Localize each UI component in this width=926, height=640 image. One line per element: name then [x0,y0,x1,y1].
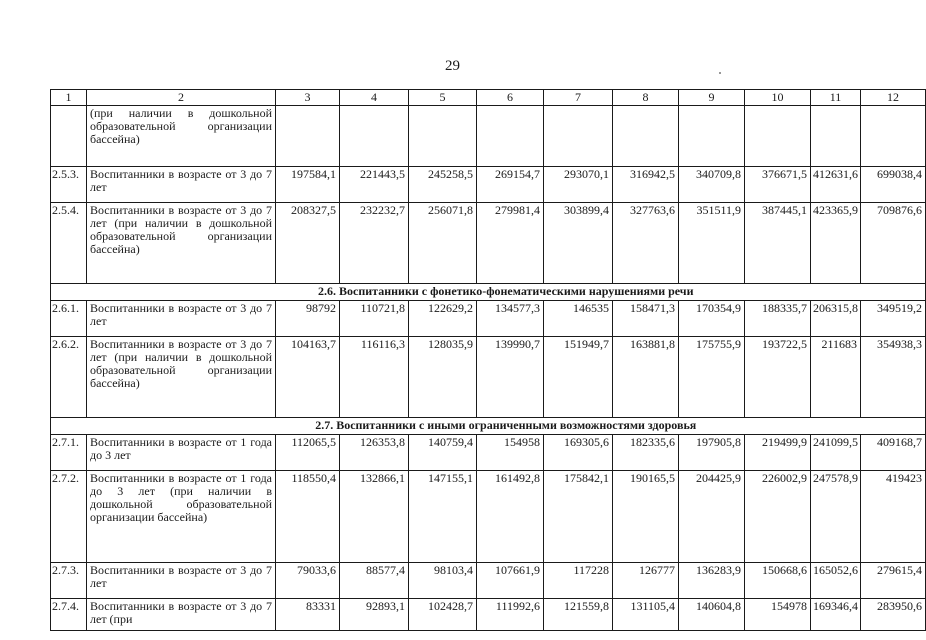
value-cell: 279615,4 [861,563,926,599]
value-cell: 111992,6 [477,599,544,631]
value-cell: 140604,8 [679,599,745,631]
value-cell: 139990,7 [477,337,544,418]
section-heading-row [51,284,926,301]
column-number-cell: 1 [51,90,87,106]
column-number-cell: 3 [276,90,340,106]
value-cell [409,106,477,167]
value-cell: 98103,4 [409,563,477,599]
value-cell: 122629,2 [409,301,477,337]
column-number-cell: 4 [340,90,409,106]
value-cell: 98792 [276,301,340,337]
value-cell: 140759,4 [409,435,477,471]
value-cell: 151949,7 [544,337,613,418]
section-heading-row [51,418,926,435]
value-cell: 409168,7 [861,435,926,471]
column-number-cell: 8 [613,90,679,106]
value-cell: 211683 [811,337,861,418]
value-cell: 340709,8 [679,167,745,203]
value-cell [613,106,679,167]
column-number-cell: 10 [745,90,811,106]
column-number-cell: 6 [477,90,544,106]
value-cell: 110721,8 [340,301,409,337]
row-description-cell: Воспитанники в возрасте от 3 до 7 лет (при наличии в дошкольной образовательной организации бассейна) [87,203,276,284]
value-cell: 232232,7 [340,203,409,284]
value-cell: 219499,9 [745,435,811,471]
row-number-cell: 2.6.2. [51,337,87,418]
value-cell: 351511,9 [679,203,745,284]
table-row [51,301,926,337]
value-cell: 206315,8 [811,301,861,337]
value-cell [477,106,544,167]
value-cell: 134577,3 [477,301,544,337]
table-body [51,90,926,631]
table-row [51,337,926,418]
row-number-cell: 2.6.1. [51,301,87,337]
value-cell: 293070,1 [544,167,613,203]
value-cell: 245258,5 [409,167,477,203]
table-row [51,106,926,167]
table-row [51,203,926,284]
value-cell: 126777 [613,563,679,599]
value-cell: 208327,5 [276,203,340,284]
value-cell [276,106,340,167]
tariff-table [50,89,926,631]
column-number-row [51,90,926,106]
value-cell: 121559,8 [544,599,613,631]
value-cell: 221443,5 [340,167,409,203]
value-cell [340,106,409,167]
value-cell: 247578,9 [811,471,861,563]
row-description-cell: Воспитанники в возрасте от 3 до 7 лет [87,167,276,203]
value-cell: 88577,4 [340,563,409,599]
value-cell: 169346,4 [811,599,861,631]
value-cell: 354938,3 [861,337,926,418]
section-heading-spacer [51,284,87,301]
value-cell: 376671,5 [745,167,811,203]
value-cell: 204425,9 [679,471,745,563]
value-cell [861,106,926,167]
value-cell: 419423 [861,471,926,563]
page-number: 29 [445,58,460,74]
value-cell: 283950,6 [861,599,926,631]
row-description-cell: Воспитанники в возрасте от 1 года до 3 лет (при наличии в дошкольной образовательной организации бассейна) [87,471,276,563]
row-number-cell: 2.7.1. [51,435,87,471]
column-number-cell: 7 [544,90,613,106]
value-cell: 147155,1 [409,471,477,563]
value-cell: 131105,4 [613,599,679,631]
value-cell: 387445,1 [745,203,811,284]
value-cell [679,106,745,167]
column-number-cell: 11 [811,90,861,106]
value-cell: 83331 [276,599,340,631]
section-heading: 2.7. Воспитанники с иными ограниченными возможностями здоровья [87,418,926,435]
row-number-cell: 2.7.2. [51,471,87,563]
value-cell: 197584,1 [276,167,340,203]
table-row [51,435,926,471]
value-cell: 150668,6 [745,563,811,599]
value-cell: 118550,4 [276,471,340,563]
value-cell: 136283,9 [679,563,745,599]
value-cell: 193722,5 [745,337,811,418]
row-number-cell: 2.5.4. [51,203,87,284]
value-cell: 169305,6 [544,435,613,471]
value-cell: 327763,6 [613,203,679,284]
section-heading-spacer [51,418,87,435]
section-heading: 2.6. Воспитанники с фонетико-фонематическими нарушениями речи [87,284,926,301]
value-cell: 256071,8 [409,203,477,284]
scan-speck [719,72,721,74]
row-description-cell: Воспитанники в возрасте от 3 до 7 лет [87,563,276,599]
value-cell: 269154,7 [477,167,544,203]
row-number-cell: 2.7.3. [51,563,87,599]
value-cell: 116116,3 [340,337,409,418]
row-description-cell: Воспитанники в возрасте от 3 до 7 лет (при [87,599,276,631]
column-number-cell: 9 [679,90,745,106]
value-cell: 132866,1 [340,471,409,563]
value-cell: 126353,8 [340,435,409,471]
value-cell: 303899,4 [544,203,613,284]
value-cell: 102428,7 [409,599,477,631]
value-cell: 316942,5 [613,167,679,203]
value-cell: 188335,7 [745,301,811,337]
value-cell: 190165,5 [613,471,679,563]
table-row [51,599,926,631]
row-description-cell: (при наличии в дошкольной образовательной организации бассейна) [87,106,276,167]
value-cell: 412631,6 [811,167,861,203]
value-cell: 161492,8 [477,471,544,563]
column-number-cell: 12 [861,90,926,106]
value-cell: 709876,6 [861,203,926,284]
tariff-table-container [50,89,926,631]
value-cell: 175842,1 [544,471,613,563]
value-cell: 182335,6 [613,435,679,471]
table-row [51,563,926,599]
table-row [51,471,926,563]
value-cell: 170354,9 [679,301,745,337]
row-number-cell: 2.5.3. [51,167,87,203]
row-number-cell: 2.7.4. [51,599,87,631]
value-cell: 197905,8 [679,435,745,471]
value-cell: 117228 [544,563,613,599]
row-number-cell [51,106,87,167]
value-cell [544,106,613,167]
value-cell: 699038,4 [861,167,926,203]
value-cell: 349519,2 [861,301,926,337]
value-cell [745,106,811,167]
value-cell: 112065,5 [276,435,340,471]
value-cell: 128035,9 [409,337,477,418]
column-number-cell: 2 [87,90,276,106]
row-description-cell: Воспитанники в возрасте от 3 до 7 лет [87,301,276,337]
value-cell: 423365,9 [811,203,861,284]
value-cell [811,106,861,167]
column-number-cell: 5 [409,90,477,106]
value-cell: 79033,6 [276,563,340,599]
value-cell: 154978 [745,599,811,631]
value-cell: 92893,1 [340,599,409,631]
value-cell: 104163,7 [276,337,340,418]
value-cell: 279981,4 [477,203,544,284]
row-description-cell: Воспитанники в возрасте от 3 до 7 лет (при наличии в дошкольной образовательной организации бассейна) [87,337,276,418]
value-cell: 241099,5 [811,435,861,471]
value-cell: 175755,9 [679,337,745,418]
value-cell: 146535 [544,301,613,337]
row-description-cell: Воспитанники в возрасте от 1 года до 3 лет [87,435,276,471]
value-cell: 226002,9 [745,471,811,563]
table-row [51,167,926,203]
value-cell: 163881,8 [613,337,679,418]
value-cell: 158471,3 [613,301,679,337]
value-cell: 165052,6 [811,563,861,599]
value-cell: 107661,9 [477,563,544,599]
value-cell: 154958 [477,435,544,471]
